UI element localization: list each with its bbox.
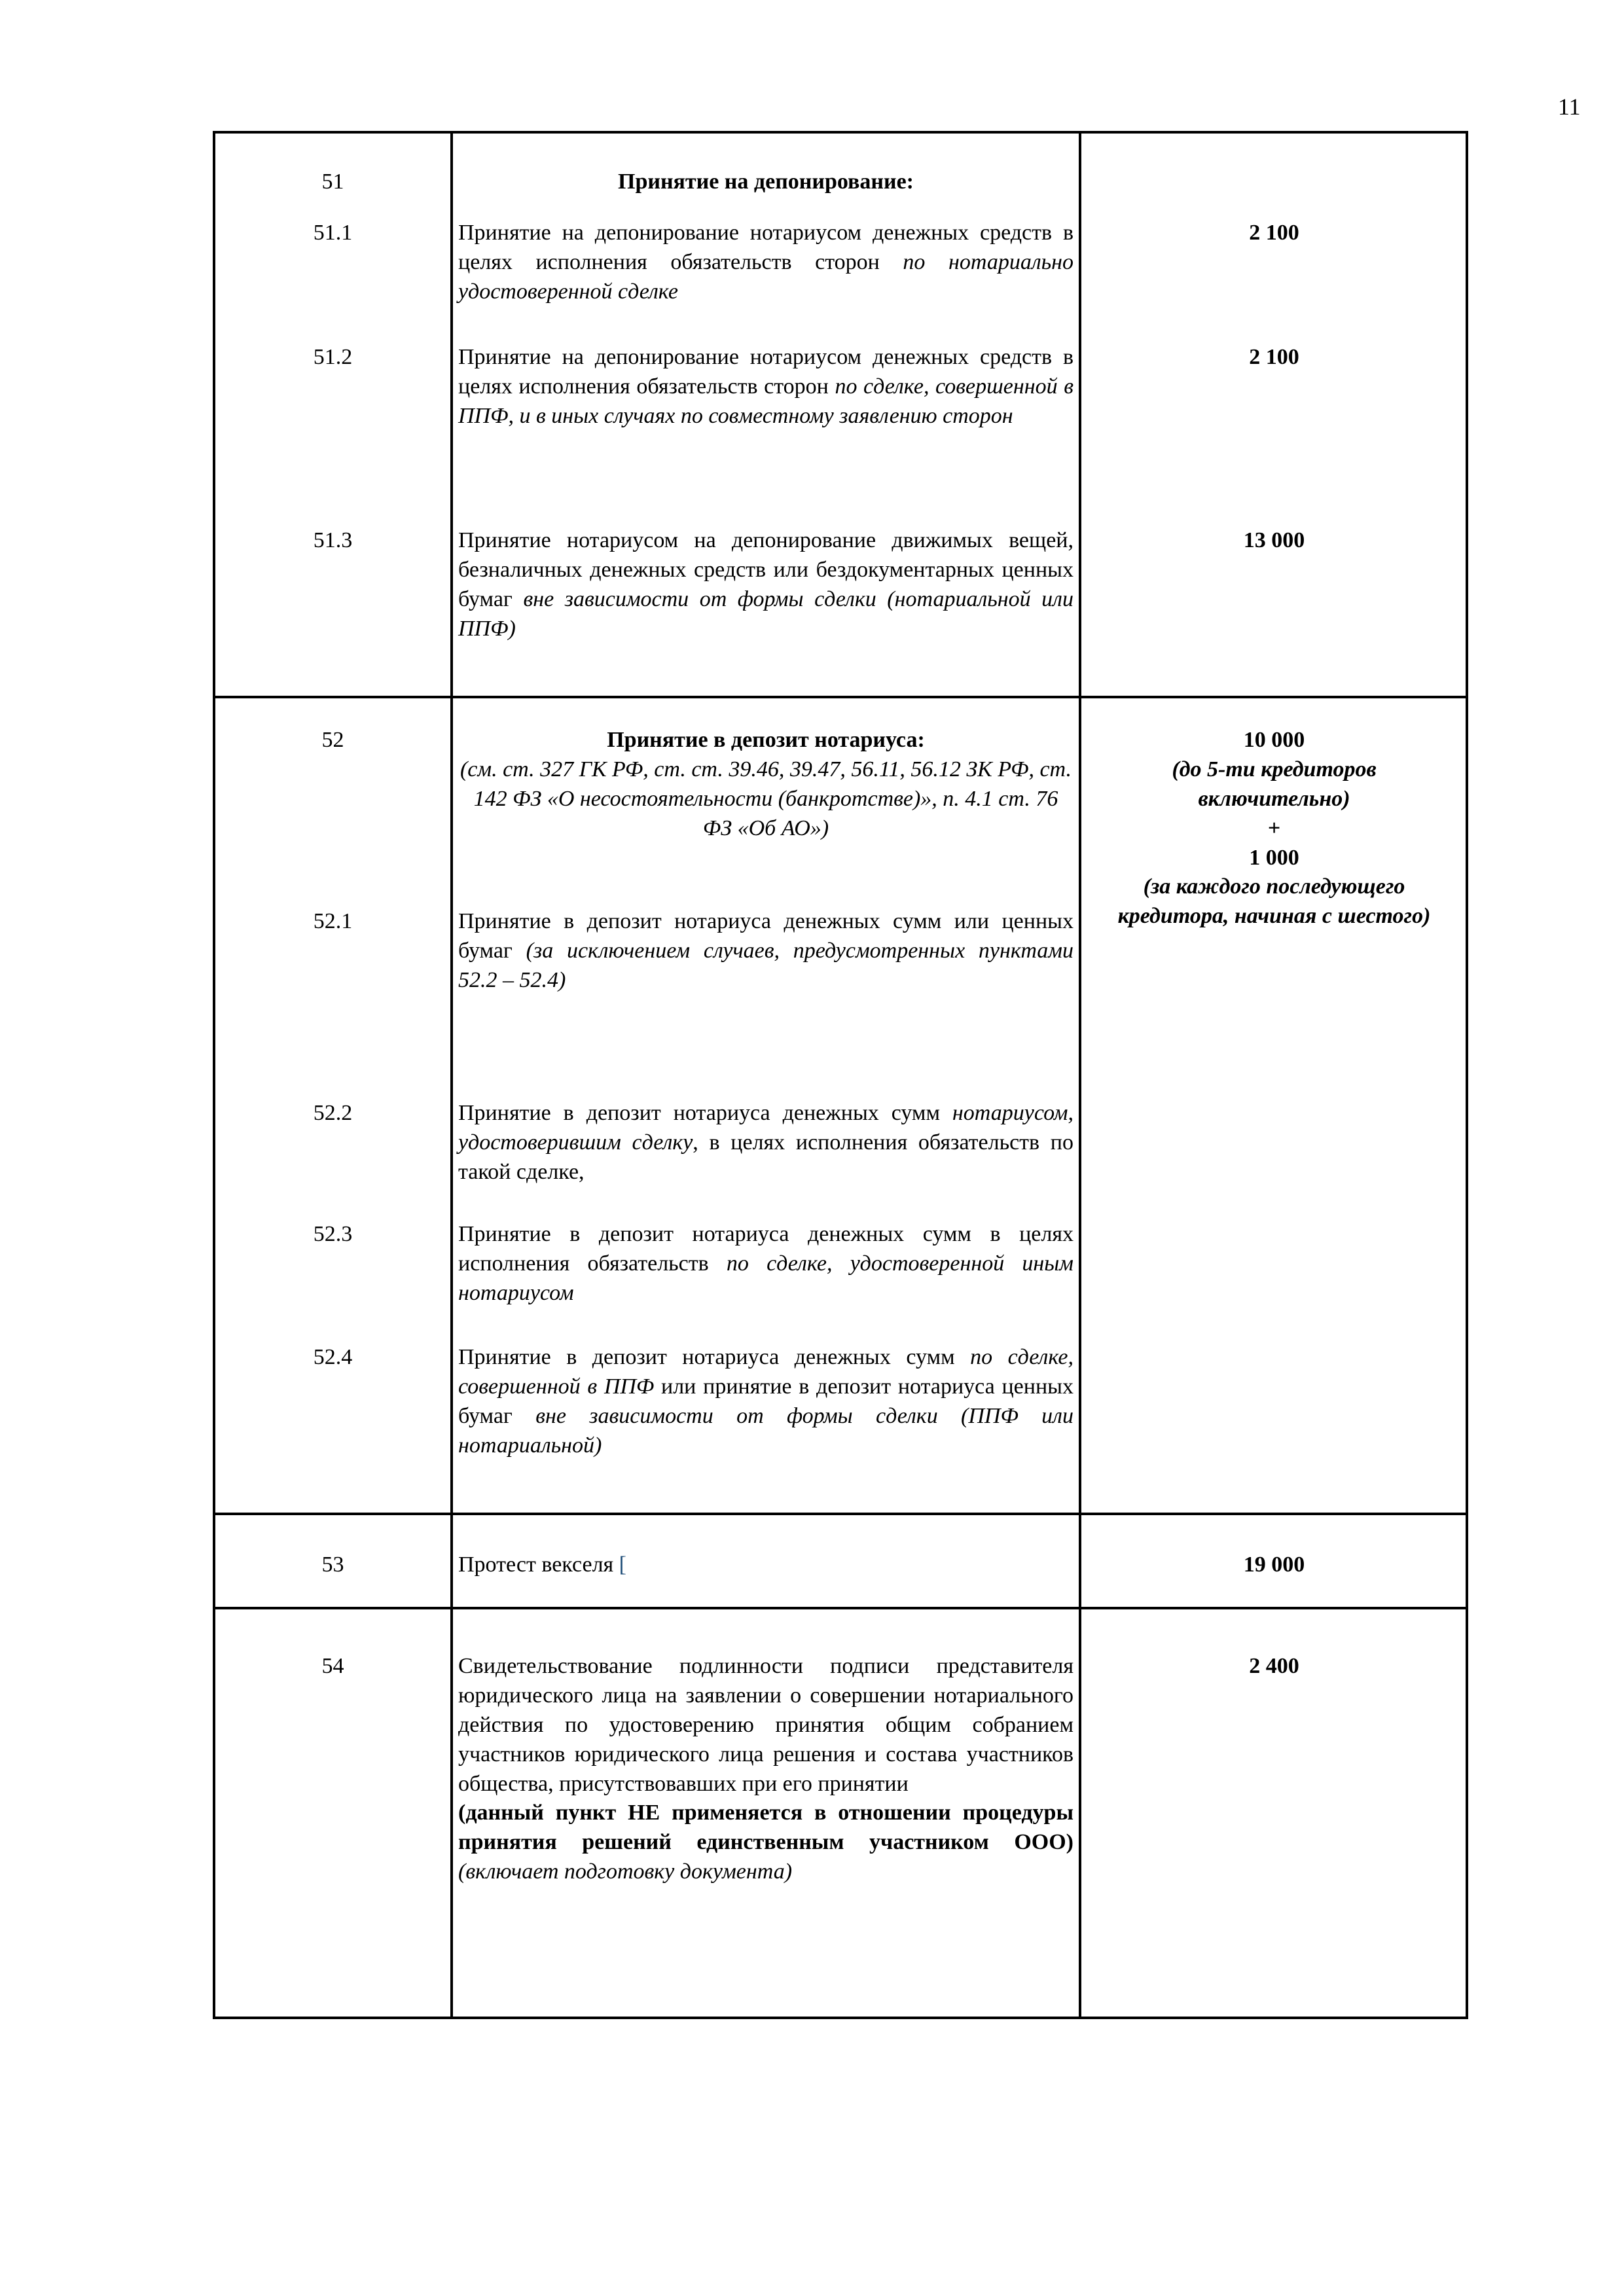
text-segment: или принятие в депозит нотариуса ценных бумаг <box>458 1374 1074 1428</box>
section-divider <box>215 1607 1466 1609</box>
text-segment: Принятие на депонирование нотариусом денежных средств в целях исполнения обязательств сторон <box>458 345 1074 399</box>
text-segment-italic: (включает подготовку документа) <box>458 1859 793 1884</box>
row-number: 51.3 <box>313 528 353 552</box>
row-number: 52.4 <box>313 1345 353 1369</box>
text-segment: , в целях исполнения обязательств по такой сделке, <box>458 1130 1074 1184</box>
text-segment: Принятие на депонирование нотариусом денежных средств в целях исполнения обязательств сторон <box>458 221 1074 274</box>
row-subtitle: (см. ст. 327 ГК РФ, ст. ст. 39.46, 39.47, 56.11, 56.12 ЗК РФ, ст. 142 ФЗ «О несостоятельности (банкротстве)», п. 4.1 ст. 76 ФЗ «Об АО») <box>460 757 1072 840</box>
row-text <box>458 526 1074 644</box>
price-note: (до 5-ти кредиторов включительно) <box>1172 757 1377 811</box>
text-segment-italic: по сделке, совершенной в ППФ, и в иных случаях по совместному заявлению сторон <box>458 374 1074 428</box>
row-number: 51.2 <box>313 345 353 369</box>
text-segment: Принятие в депозит нотариуса денежных сумм <box>458 1101 952 1125</box>
price-amount: 1 000 <box>1249 845 1299 870</box>
text-segment-emphasis <box>458 1799 1074 1887</box>
text-segment-italic: по нотариально удостоверенной сделке <box>458 249 1074 304</box>
section-divider <box>215 696 1466 698</box>
row-price: 2 100 <box>1249 221 1299 245</box>
text-segment: Протест векселя <box>458 1552 614 1577</box>
page-number: 11 <box>1558 94 1581 120</box>
row-number: 51 <box>321 170 344 194</box>
row-text <box>458 219 1074 307</box>
row-title: Принятие на депонирование: <box>618 170 914 194</box>
row-title-block <box>458 726 1074 844</box>
price-amount: 10 000 <box>1243 728 1305 752</box>
text-segment-italic: вне зависимости от формы сделки (нотариальной или ППФ) <box>458 586 1074 641</box>
row-price-block <box>1083 726 1466 931</box>
price-note: (за каждого последующего кредитора, начиная с шестого) <box>1117 874 1431 929</box>
price-plus-sign: + <box>1267 816 1281 840</box>
column-divider <box>1079 134 1081 2017</box>
row-number: 52.2 <box>313 1101 353 1125</box>
row-text-block <box>458 1652 1074 1887</box>
text-segment: Принятие в депозит нотариуса денежных сумм <box>458 1345 971 1369</box>
row-number: 51.1 <box>313 221 353 245</box>
text-segment: Свидетельствование подлинности подписи представителя юридического лица на заявлении о совершении нотариального действия по удостоверению принятия общим собранием участников юридического лица решения и состава участников общества, присутствовавших при его принятии <box>458 1654 1074 1796</box>
row-price: 2 400 <box>1249 1654 1299 1678</box>
text-segment: Принятие в депозит нотариуса денежных сумм в целях исполнения обязательств <box>458 1222 1074 1276</box>
row-number: 54 <box>321 1654 344 1678</box>
tariff-table <box>213 131 1468 2019</box>
row-text <box>458 907 1074 996</box>
row-number: 53 <box>321 1552 344 1577</box>
column-divider <box>450 134 453 2017</box>
text-segment-italic: вне зависимости от формы сделки (ППФ или нотариальной) <box>458 1403 1074 1458</box>
text-segment-italic: нотариусом, удостоверившим сделку <box>458 1101 1074 1155</box>
text-segment-italic: (за исключением случаев, предусмотренных пунктами 52.2 – 52.4) <box>458 938 1074 992</box>
text-segment-italic: по сделке, удостоверенной иным нотариусом <box>458 1251 1074 1305</box>
text-segment: Принятие нотариусом на депонирование движимых вещей, безналичных денежных средств или бездокументарных ценных бумаг <box>458 528 1074 611</box>
section-divider <box>215 1513 1466 1515</box>
row-number: 52 <box>321 728 344 752</box>
row-title: Принятие в депозит нотариуса: <box>607 728 925 752</box>
row-text <box>458 343 1074 431</box>
text-segment: Принятие в депозит нотариуса денежных сумм или ценных бумаг <box>458 909 1074 963</box>
annotation-bracket: [ <box>619 1552 626 1577</box>
row-number: 52.3 <box>313 1222 353 1246</box>
row-price: 19 000 <box>1243 1552 1305 1577</box>
text-segment-bold: (данный пункт НЕ применяется в отношении процедуры принятия решений единственным участником ООО) <box>458 1801 1074 1855</box>
row-text <box>458 1099 1074 1187</box>
text-segment-italic: по сделке, совершенной в ППФ <box>458 1345 1074 1399</box>
row-text <box>458 1343 1074 1461</box>
row-text <box>458 1220 1074 1308</box>
row-number: 52.1 <box>313 909 353 933</box>
row-price: 13 000 <box>1243 528 1305 552</box>
row-text <box>458 1551 1074 1580</box>
row-price: 2 100 <box>1249 345 1299 369</box>
